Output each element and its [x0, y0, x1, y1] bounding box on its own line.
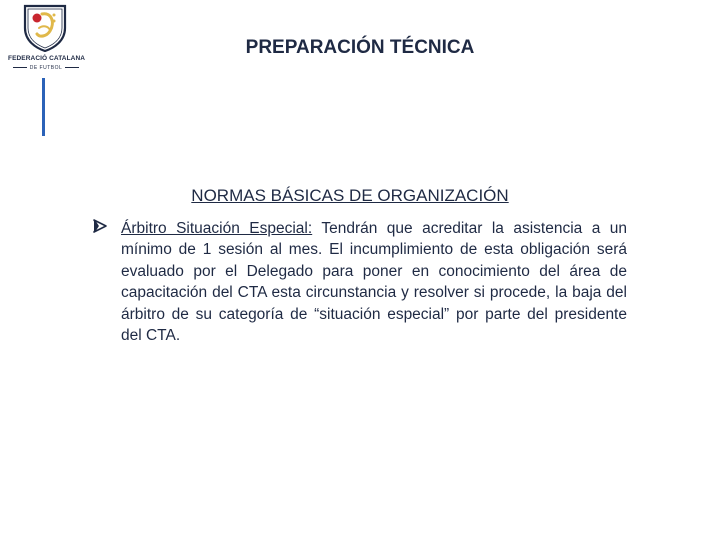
page-title: PREPARACIÓN TÉCNICA	[245, 37, 475, 58]
accent-bar	[42, 78, 45, 136]
section-heading: NORMAS BÁSICAS DE ORGANIZACIÓN	[191, 186, 509, 205]
logo-name: FEDERACIÓ CATALANA	[8, 55, 86, 62]
bullet-term: Árbitro Situación Especial:	[121, 220, 313, 237]
logo-subtitle: DE FUTBOL	[8, 65, 84, 71]
bullet-paragraph	[121, 218, 627, 346]
shield-icon	[23, 4, 67, 52]
bullet-body: Tendrán que acreditar la asistencia a un mínimo de 1 sesión al mes. El incumplimiento de esta obligación será evaluado por el Delegado para poner en conocimiento del área de capacitación del CTA esta circunstancia y resolver si procede, la baja del árbitro de su categoría de “situación especial” por parte del presidente del CTA.	[121, 220, 627, 345]
federation-logo	[8, 4, 84, 74]
arrow-bullet-icon	[92, 218, 108, 238]
